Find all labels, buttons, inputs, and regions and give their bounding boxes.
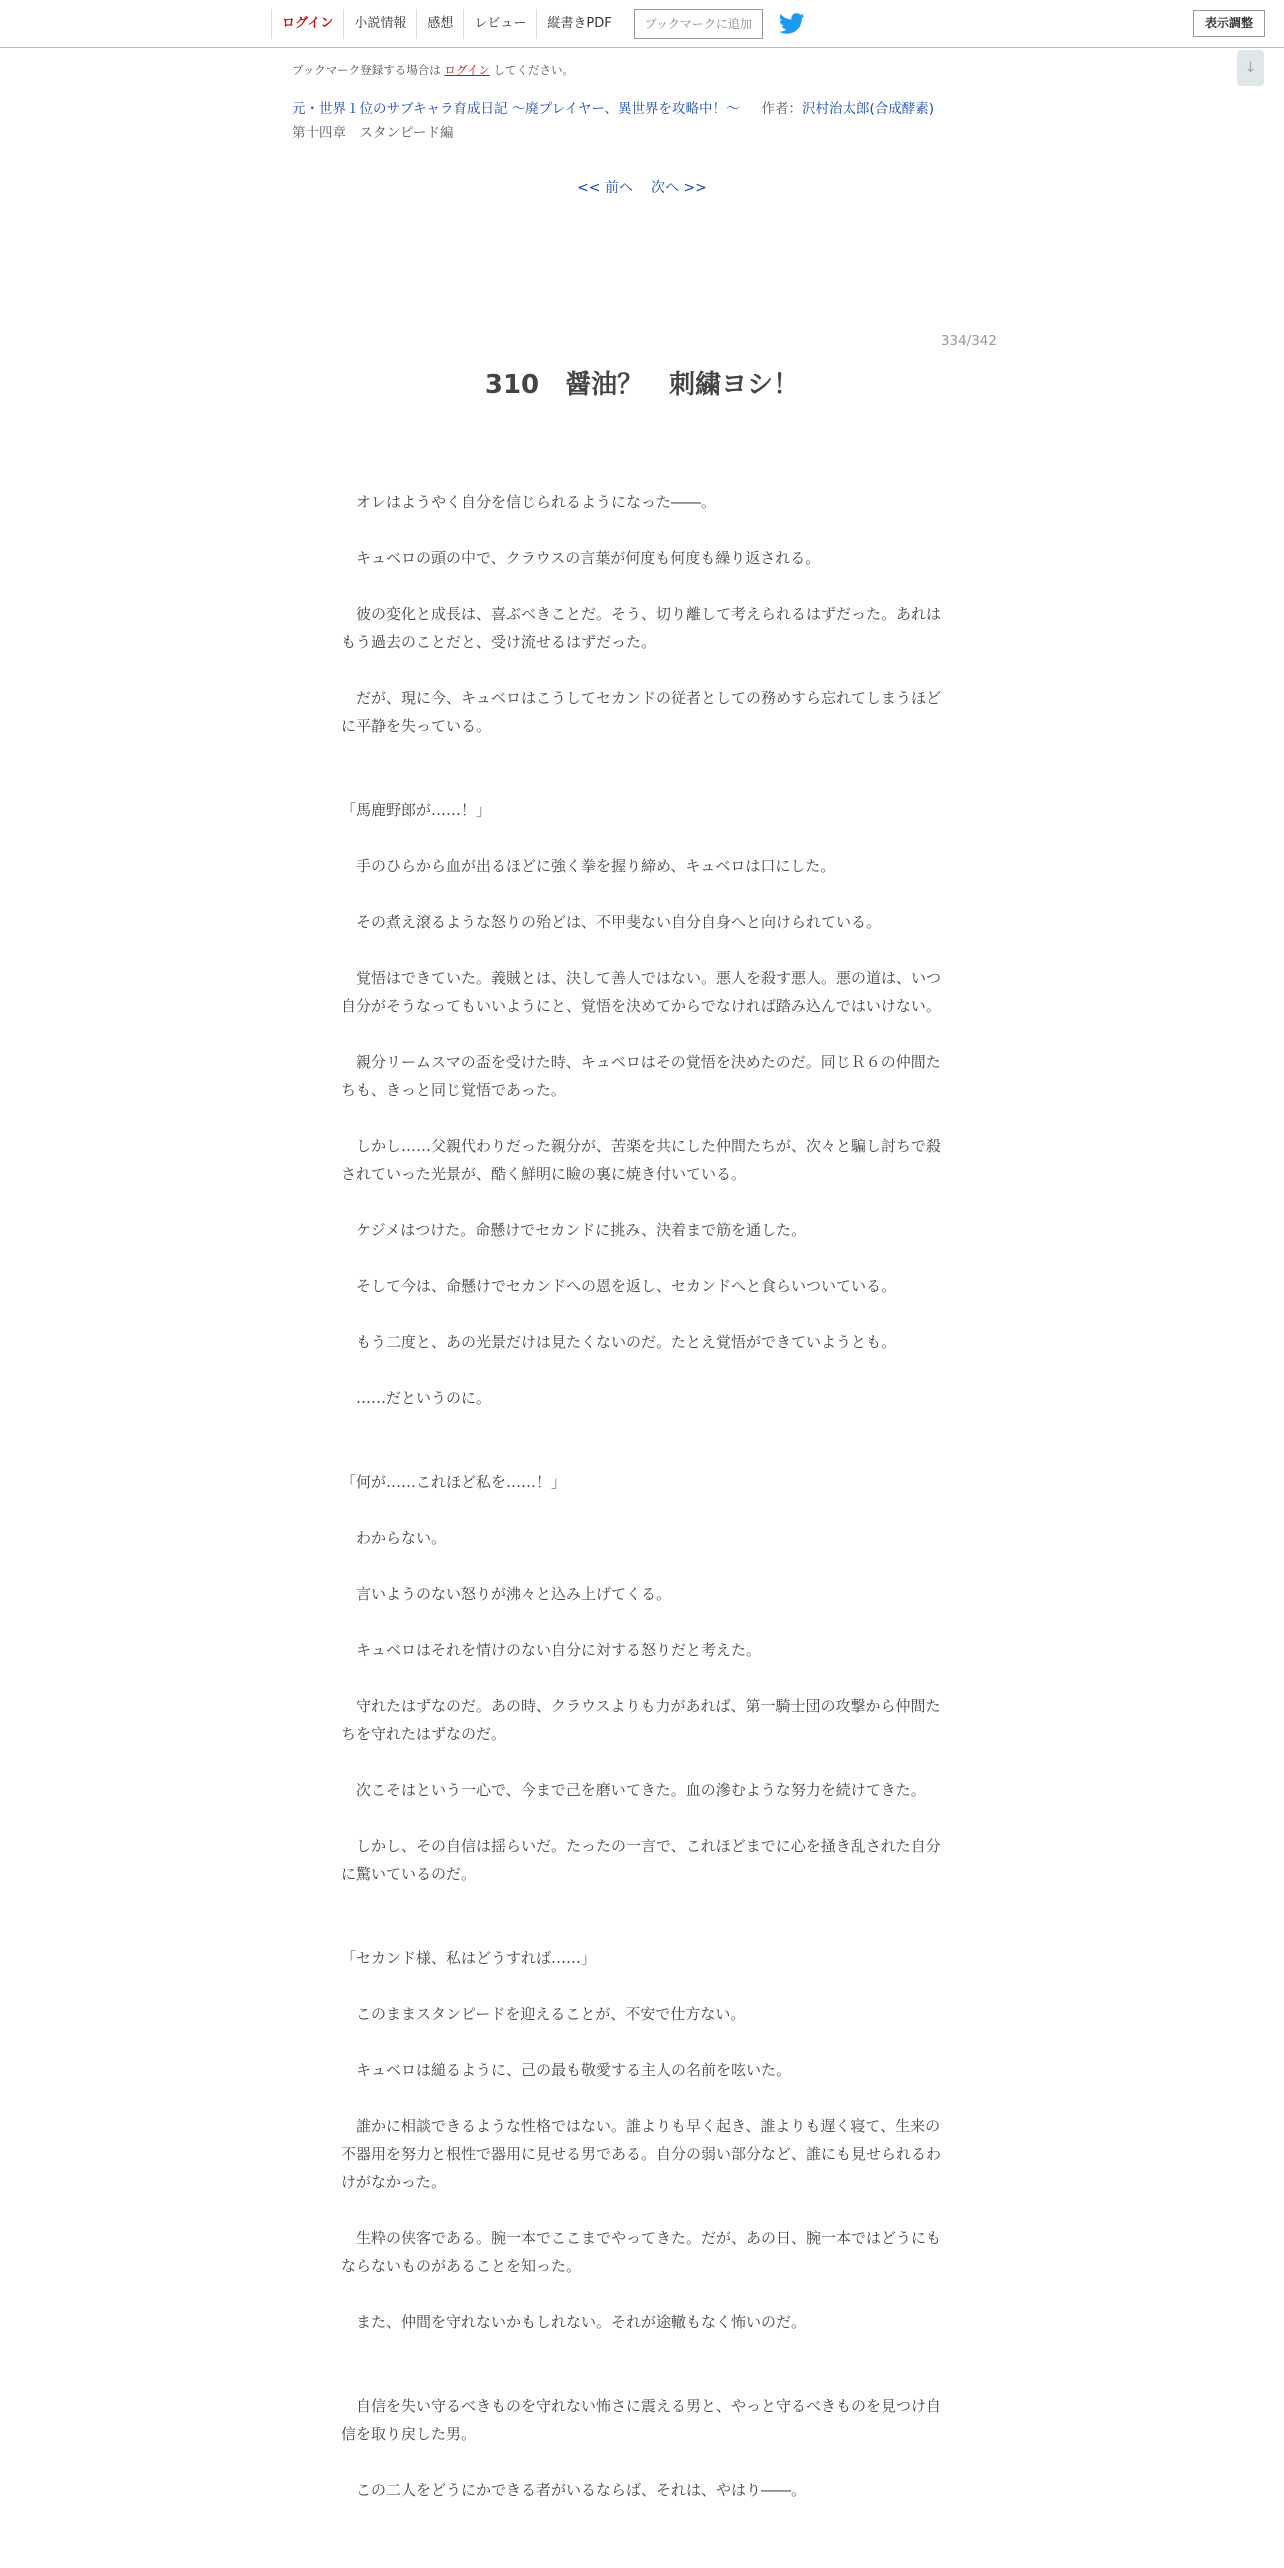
nav-login-link[interactable]: ログイン bbox=[271, 9, 343, 39]
body-paragraph: ケジメはつけた。命懸けでセカンドに挑み、決着まで筋を通した。 bbox=[341, 1221, 807, 1239]
body-paragraph: キュベロは縋るように、己の最も敬愛する主人の名前を呟いた。 bbox=[341, 2061, 792, 2079]
body-paragraph: そして今は、命懸けでセカンドへの恩を返し、セカンドへと食らいついている。 bbox=[341, 1277, 897, 1295]
body-paragraph: 生粋の侠客である。腕一本でここまでやってきた。だが、あの日、腕一本ではどうにもならないものがあることを知った。 bbox=[341, 2229, 942, 2275]
author-label: 作者： bbox=[761, 101, 802, 117]
body-paragraph: 親分リームスマの盃を受けた時、キュベロはその覚悟を決めたのだ。同じＲ６の仲間たちも、きっと同じ覚悟であった。 bbox=[341, 1053, 941, 1099]
bookmark-notice-suffix: してください。 bbox=[493, 63, 574, 77]
bookmark-notice-login-link[interactable]: ログイン bbox=[444, 63, 490, 77]
body-paragraph: また、仲間を守れないかもしれない。それが途轍もなく怖いのだ。 bbox=[341, 2313, 807, 2331]
episode-counter: 334/342 bbox=[940, 333, 997, 349]
body-paragraph: キュベロはそれを情けのない自分に対する怒りだと考えた。 bbox=[341, 1641, 762, 1659]
add-bookmark-button[interactable]: ブックマークに追加 bbox=[634, 9, 763, 39]
body-paragraph: しかし……父親代わりだった親分が、苦楽を共にした仲間たちが、次々と騙し討ちで殺されていった光景が、酷く鮮明に瞼の裏に焼き付いている。 bbox=[341, 1137, 941, 1183]
body-paragraph: キュベロの頭の中で、クラウスの言葉が何度も何度も繰り返される。 bbox=[341, 549, 821, 567]
body-paragraph: 「セカンド様、私はどうすれば……」 bbox=[341, 1949, 597, 1967]
bookmark-notice bbox=[292, 62, 574, 78]
body-paragraph: 次こそはという一心で、今まで己を磨いてきた。血の滲むような努力を続けてきた。 bbox=[341, 1781, 926, 1799]
body-paragraph: もう二度と、あの光景だけは見たくないのだ。たとえ覚悟ができていようとも。 bbox=[341, 1333, 897, 1351]
nav-impressions-link[interactable]: 感想 bbox=[416, 9, 463, 39]
body-paragraph: 「何が……これほど私を……！」 bbox=[341, 1473, 567, 1491]
body-paragraph: ……だというのに。 bbox=[341, 1389, 492, 1407]
main-nav bbox=[271, 9, 805, 39]
next-episode-link[interactable]: 次へ >> bbox=[651, 180, 707, 196]
body-paragraph: オレはようやく自分を信じられるようになった――。 bbox=[341, 493, 717, 511]
body-paragraph: このままスタンピードを迎えることが、不安で仕方ない。 bbox=[341, 2005, 746, 2023]
novel-info-line bbox=[292, 97, 934, 117]
novel-title-link[interactable]: 元・世界１位のサブキャラ育成日記 ～廃プレイヤー、異世界を攻略中！～ bbox=[292, 101, 740, 117]
down-arrow-icon[interactable]: ↓ bbox=[1237, 50, 1264, 86]
nav-novel-info-link[interactable]: 小説情報 bbox=[343, 9, 416, 39]
body-paragraph: しかし、その自信は揺らいだ。たったの一言で、これほどまでに心を掻き乱された自分に驚いているのだ。 bbox=[341, 1837, 941, 1883]
body-paragraph: 覚悟はできていた。義賊とは、決して善人ではない。悪人を殺す悪人。悪の道は、いつ自分がそうなってもいいようにと、覚悟を決めてからでなければ踏み込んではいけない。 bbox=[341, 969, 942, 1015]
body-paragraph: 手のひらから血が出るほどに強く拳を握り締め、キュベロは口にした。 bbox=[341, 857, 836, 875]
body-paragraph: 言いようのない怒りが沸々と込み上げてくる。 bbox=[341, 1585, 672, 1603]
display-settings-button[interactable]: 表示調整 bbox=[1193, 10, 1265, 37]
author-name-link[interactable]: 沢村治太郎(合成酵素) bbox=[802, 101, 935, 117]
body-paragraph: だが、現に今、キュベロはこうしてセカンドの従者としての務めすら忘れてしまうほどに平静を失っている。 bbox=[341, 689, 942, 735]
novel-body-text bbox=[341, 488, 941, 2504]
body-paragraph: 自信を失い守るべきものを守れない怖さに震える男と、やっと守るべきものを見つけ自信を取り戻した男。 bbox=[341, 2397, 942, 2443]
body-paragraph: その煮え滾るような怒りの殆どは、不甲斐ない自分自身へと向けられている。 bbox=[341, 913, 882, 931]
body-paragraph: この二人をどうにかできる者がいるならば、それは、やはり――。 bbox=[341, 2481, 807, 2499]
twitter-bird-icon[interactable] bbox=[779, 13, 805, 35]
top-navigation-bar bbox=[0, 0, 1284, 48]
episode-title: 310 醤油？ 刺繍ヨシ！ bbox=[484, 370, 800, 400]
body-paragraph: 誰かに相談できるような性格ではない。誰よりも早く起き、誰よりも遅く寝て、生来の不器用を努力と根性で器用に見せる男である。自分の弱い部分など、誰にも見せられるわけがなかった。 bbox=[341, 2117, 942, 2191]
nav-review-link[interactable]: レビュー bbox=[463, 9, 536, 39]
prev-episode-link[interactable]: << 前へ bbox=[577, 180, 633, 196]
episode-pager bbox=[0, 177, 1284, 197]
chapter-title: 第十四章 スタンピード編 bbox=[292, 125, 454, 141]
body-paragraph: 彼の変化と成長は、喜ぶべきことだ。そう、切り離して考えられるはずだった。あれはもう過去のことだと、受け流せるはずだった。 bbox=[341, 605, 942, 651]
nav-vertical-pdf-link[interactable]: 縦書きPDF bbox=[536, 9, 621, 39]
body-paragraph: 「馬鹿野郎が……！」 bbox=[341, 801, 492, 819]
body-paragraph: わからない。 bbox=[341, 1529, 447, 1547]
bookmark-notice-prefix: ブックマーク登録する場合は bbox=[292, 63, 441, 77]
body-paragraph: 守れたはずなのだ。あの時、クラウスよりも力があれば、第一騎士団の攻撃から仲間たちを守れたはずなのだ。 bbox=[341, 1697, 941, 1743]
